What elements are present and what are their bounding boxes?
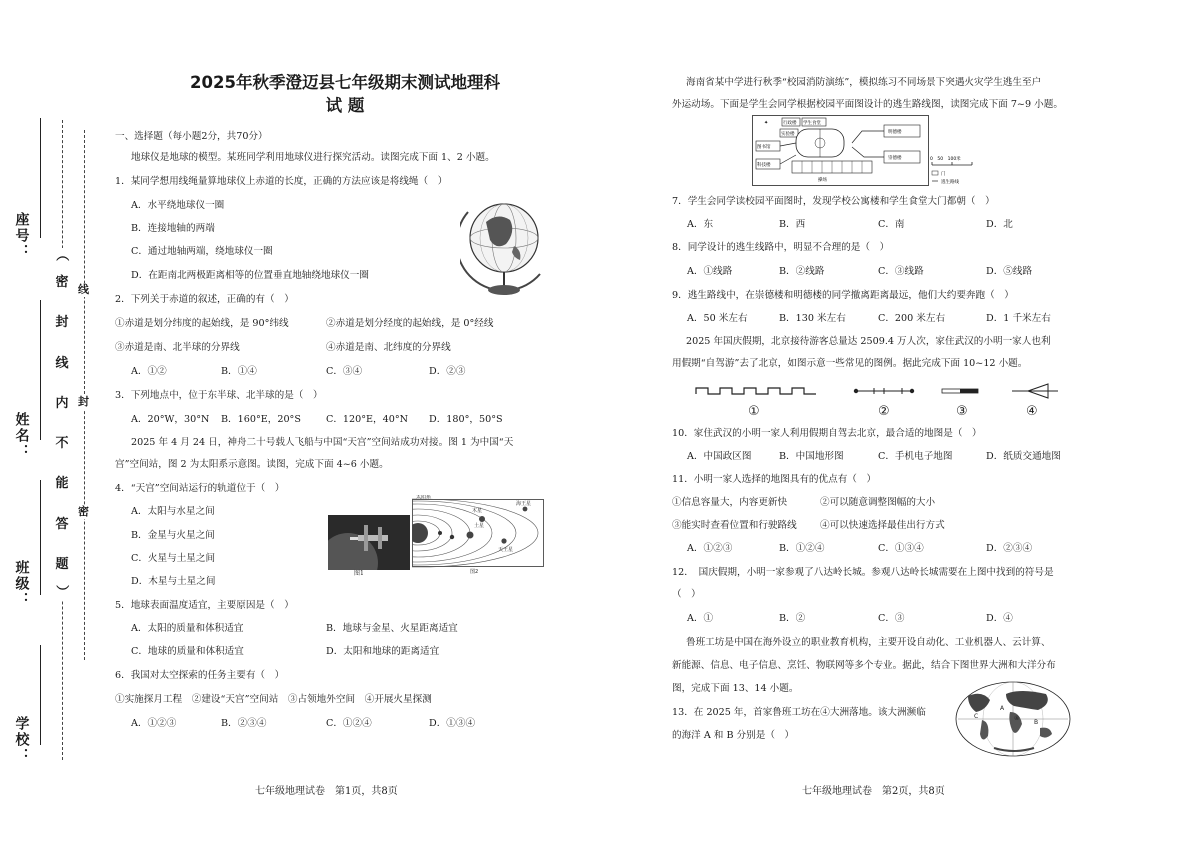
option-7c: C．南 <box>878 219 905 230</box>
option-3b: B．160°E，20°S <box>221 414 301 425</box>
solar-system-diagram <box>412 495 544 575</box>
question-11: 11．小明一家人选择的地图具有的优点有（ ） <box>672 474 877 485</box>
question-13-cont: 的海洋 A 和 B 分别是（ ） <box>672 730 795 741</box>
intro-text: 2025 年国庆假期，北京接待游客总量达 2509.4 万人次，家住武汉的小明一家人也利 <box>686 336 1051 347</box>
svg-text:C: C <box>974 713 979 720</box>
seal-char: 线 <box>55 355 69 371</box>
option-8b: B．②线路 <box>779 266 825 277</box>
seat-line <box>40 118 41 238</box>
section-heading: 一、选择题（每小题2分，共70分） <box>115 131 268 142</box>
seal-paren-open: （ <box>53 248 69 263</box>
option-2b: B．①④ <box>221 366 257 377</box>
intro-text: 外运动场。下面是学生会同学根据校园平面图设计的逃生路线图，读图完成下面 7~9 小题。 <box>672 99 1063 110</box>
question-1: 1．某同学想用线绳量算地球仪上赤道的长度，正确的方法应该是将线绳（ ） <box>115 176 448 187</box>
question-3: 3．下列地点中，位于东半球、北半球的是（ ） <box>115 390 323 401</box>
seal-char: 内 <box>55 395 69 411</box>
planet-label-uranus: 天王星 <box>498 547 514 553</box>
name-label: 姓名： <box>13 412 30 460</box>
seal-char: 不 <box>55 436 69 451</box>
option-2c: C．③④ <box>326 366 363 377</box>
map-legend-route: 逃生路线 <box>941 180 959 185</box>
option-9a: A．50 米左右 <box>687 313 748 324</box>
option-10d: D．纸质交通地图 <box>986 451 1061 462</box>
planet-label-saturn: 土星 <box>474 523 485 529</box>
cut-mark-feng: 封 <box>78 395 89 408</box>
symbol-label-3: ③ <box>956 404 968 419</box>
map-label-canteen: 学生食堂 <box>803 121 821 126</box>
question-7: 7．学生会同学读校园平面图时，发现学校公寓楼和学生食堂大门都朝（ ） <box>672 196 995 207</box>
statement-2-4: ④赤道是南、北纬度的分界线 <box>326 342 451 353</box>
cut-mark-mi: 密 <box>78 505 89 518</box>
solar-system-label: 太阳系 <box>416 495 432 500</box>
statement-11-3: ③能实时查看位置和行驶路线 <box>672 520 797 531</box>
map-label-mingde: 明德楼 <box>888 130 902 135</box>
intro-text: 鲁班工坊是中国在海外设立的职业教育机构，主要开设自动化、工业机器人、云计算、 <box>686 637 1051 648</box>
option-12c: C．③ <box>878 613 905 624</box>
school-line <box>40 645 41 745</box>
intro-text: 2025 年 4 月 24 日，神舟二十号载人飞船与中国“天宫”空间站成功对接。图 1 为中国“天 <box>131 437 514 448</box>
option-1b: B．连接地轴的两端 <box>131 223 215 234</box>
map-label-field: 操场 <box>818 178 827 183</box>
option-5c: C．地球的质量和体积适宜 <box>131 646 244 657</box>
statement-2-3: ③赤道是南、北半球的分界线 <box>115 342 240 353</box>
question-13: 13．在 2025 年，首家鲁班工坊在④大洲落地。该大洲濒临 <box>672 707 926 718</box>
option-3d: D．180°，50°S <box>429 414 503 425</box>
statement-11-2: ②可以随意调整图幅的大小 <box>820 497 936 508</box>
symbol-label-2: ② <box>878 404 890 419</box>
svg-text:B: B <box>1034 719 1039 726</box>
class-line <box>40 480 41 595</box>
question-9: 9．逃生路线中，在崇德楼和明德楼的同学撤离距离最远，他们大约要奔跑（ ） <box>672 290 1014 301</box>
planet-label-jupiter: 木星 <box>472 508 483 514</box>
option-11a: A．①②③ <box>687 543 733 554</box>
question-8: 8．同学设计的逃生线路中，明显不合理的是（ ） <box>672 242 890 253</box>
question-12: 12． 国庆假期，小明一家参观了八达岭长城。参观八达岭长城需要在上图中找到的符号是 <box>672 567 1054 578</box>
globe-image <box>460 192 548 300</box>
seal-char: 密 <box>55 275 69 290</box>
option-2d: D．②③ <box>429 366 466 377</box>
option-1a: A．水平绕地球仪一圈 <box>131 200 225 211</box>
space-station-image <box>328 515 410 570</box>
symbol-label-1: ① <box>748 404 760 419</box>
option-12d: D．④ <box>986 613 1013 624</box>
option-8a: A．①线路 <box>687 266 733 277</box>
option-3a: A．20°W，30°N <box>131 414 210 425</box>
option-6c: C．①②④ <box>326 718 372 729</box>
option-4b: B．金星与火星之间 <box>131 530 215 541</box>
school-label: 学校： <box>13 716 30 764</box>
intro-text: 地球仪是地球的模型。某班同学利用地球仪进行探究活动。读图完成下面 1、2 小题。 <box>131 152 495 163</box>
seal-paren-close: ） <box>53 585 69 600</box>
option-6a: A．①②③ <box>131 718 177 729</box>
option-4a: A．太阳与水星之间 <box>131 506 215 517</box>
question-2: 2．下列关于赤道的叙述，正确的有（ ） <box>115 294 294 305</box>
figure-1-caption: 图1 <box>354 570 364 577</box>
question-5: 5．地球表面温度适宜，主要原因是（ ） <box>115 600 294 611</box>
option-11c: C．①③④ <box>878 543 924 554</box>
symbol-great-wall-icon <box>696 388 816 394</box>
seal-char: 答 <box>55 516 69 532</box>
option-8c: C．③线路 <box>878 266 924 277</box>
option-9c: C．200 米左右 <box>878 313 946 324</box>
option-1c: C．通过地轴两端，绕地球仪一圈 <box>131 246 273 257</box>
compass-icon: ✦ <box>764 120 769 126</box>
option-10c: C．手机电子地图 <box>878 451 953 462</box>
map-scale: 0 50 100米 <box>930 157 961 162</box>
option-4d: D．木星与土星之间 <box>131 576 216 587</box>
option-10a: A．中国政区图 <box>687 451 752 462</box>
option-12b: B．② <box>779 613 806 624</box>
svg-text:A: A <box>1000 705 1005 712</box>
symbol-label-4: ④ <box>1026 404 1038 419</box>
question-10: 10．家住武汉的小明一家人利用假期自驾去北京，最合适的地图是（ ） <box>672 428 982 439</box>
statement-2-2: ②赤道是划分经度的起始线，是 0°经线 <box>326 318 494 329</box>
seal-char: 题 <box>55 556 69 572</box>
statement-6: ①实施探月工程 ②建设“天宫”空间站 ③占领地外空间 ④开展火星探测 <box>115 694 432 705</box>
map-label-gym: 行政楼 <box>783 121 797 126</box>
page-footer-right: 七年级地理试卷 第2页，共8页 <box>802 786 945 797</box>
option-11d: D．②③④ <box>986 543 1033 554</box>
name-line <box>40 300 41 440</box>
option-4c: C．火星与土星之间 <box>131 553 216 564</box>
option-6d: D．①③④ <box>429 718 476 729</box>
map-symbol-legend <box>694 380 1074 420</box>
map-label-science: 科技楼 <box>757 163 771 168</box>
option-7b: B．西 <box>779 219 806 230</box>
option-5d: D．太阳和地球的距离适宜 <box>326 646 440 657</box>
seal-text-column <box>52 248 72 600</box>
campus-evacuation-map <box>752 115 996 189</box>
option-7a: A．东 <box>687 219 714 230</box>
option-10b: B．中国地形图 <box>779 451 844 462</box>
page-subtitle: 试 题 <box>325 96 365 115</box>
option-6b: B．②③④ <box>221 718 267 729</box>
option-2a: A．①② <box>131 366 167 377</box>
statement-11-1: ①信息容量大，内容更新快 <box>672 497 788 508</box>
seal-char: 能 <box>55 476 69 492</box>
figure-2-caption: 图2 <box>470 569 479 575</box>
cut-mark-xian: 线 <box>78 283 89 296</box>
option-1d: D．在距南北两极距离相等的位置垂直地轴绕地球仪一圈 <box>131 270 369 281</box>
option-7d: D．北 <box>986 219 1013 230</box>
page-footer-left: 七年级地理试卷 第1页，共8页 <box>255 786 398 797</box>
intro-text: 宫”空间站，图 2 为太阳系示意图。读图，完成下面 4~6 小题。 <box>115 459 389 470</box>
world-continents-map <box>954 680 1072 758</box>
intro-text: 图，完成下面 13、14 小题。 <box>672 683 799 694</box>
binding-margin <box>0 0 100 849</box>
map-label-chongde: 崇德楼 <box>888 156 902 161</box>
map-legend-gate: 门 <box>941 172 946 177</box>
intro-text: 海南省某中学进行秋季“校园消防演练”，模拟练习不同场景下突遇火灾学生逃生至户 <box>686 77 1042 88</box>
map-label-library: 图书馆 <box>757 145 771 150</box>
svg-text:④: ④ <box>1014 715 1020 722</box>
statement-2-1: ①赤道是划分纬度的起始线，是 90°纬线 <box>115 318 289 329</box>
option-9d: D．1 千米左右 <box>986 313 1051 324</box>
question-4: 4．“天宫”空间站运行的轨道位于（ ） <box>115 483 285 494</box>
seal-char: 封 <box>55 315 69 331</box>
option-9b: B．130 米左右 <box>779 313 846 324</box>
seat-label: 座号： <box>13 212 30 260</box>
map-label-lab: 实验楼 <box>781 132 795 137</box>
option-8d: D．⑤线路 <box>986 266 1033 277</box>
option-11b: B．①②④ <box>779 543 825 554</box>
question-12-paren: （ ） <box>672 589 701 600</box>
intro-text: 新能源、信息、电子信息、烹饪、物联网等多个专业。据此，结合下图世界大洲和大洋分布 <box>672 660 1056 671</box>
intro-text: 用假期“自驾游”去了北京，如图示意一些常见的图例。据此完成下面 10~12 小题。 <box>672 358 1028 369</box>
statement-11-4: ④可以快速选择最佳出行方式 <box>820 520 945 531</box>
page-title: 2025年秋季澄迈县七年级期末测试地理科 <box>190 73 500 92</box>
question-6: 6．我国对太空探索的任务主要有（ ） <box>115 670 285 681</box>
option-12a: A．① <box>687 613 714 624</box>
option-5a: A．太阳的质量和体积适宜 <box>131 623 244 634</box>
option-3c: C．120°E，40°N <box>326 414 409 425</box>
class-label: 班级： <box>13 560 30 608</box>
planet-label-neptune: 海王星 <box>516 501 532 507</box>
option-5b: B．地球与金星、火星距离适宜 <box>326 623 458 634</box>
